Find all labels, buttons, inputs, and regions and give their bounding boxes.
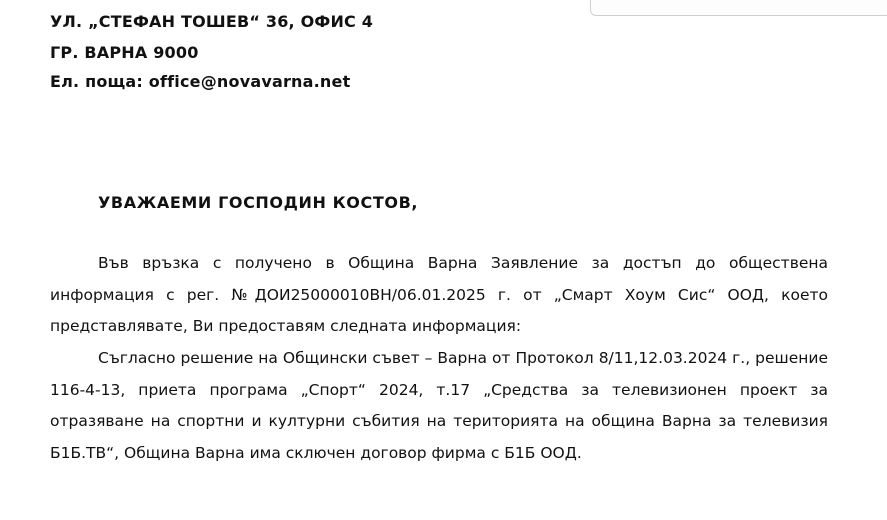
paragraph-request: Във връзка с получено в Община Варна Заявление за достъп до обществена информация с рег. №ДОИ25000010ВН/06.01.2025 г. от „Смарт Хоум Сис“ ООД, което представлявате, Ви предоставям следната информация: xyxy=(50,254,828,335)
address-email: Ел. поща: office@novavarna.net xyxy=(50,72,351,91)
address-city: ГР. ВАРНА 9000 xyxy=(50,43,199,62)
address-street: УЛ. „СТЕФАН ТОШЕВ“ 36, ОФИС 4 xyxy=(50,12,374,31)
registration-stamp-box xyxy=(590,0,887,16)
paragraph-decision: Съгласно решение на Общински съвет – Варна от Протокол 8/11,12.03.2024 г., решение 116-4-13, приета програма „Спорт“ 2024, т.17 „Средства за телевизионен проект за отразяване на спортни и културни събития на територията на община Варна за телевизия Б1Б.ТВ“, Община Варна има сключен договор фирма с Б1Б ООД. xyxy=(50,349,828,462)
salutation: УВАЖАЕМИ ГОСПОДИН КОСТОВ, xyxy=(98,193,419,212)
